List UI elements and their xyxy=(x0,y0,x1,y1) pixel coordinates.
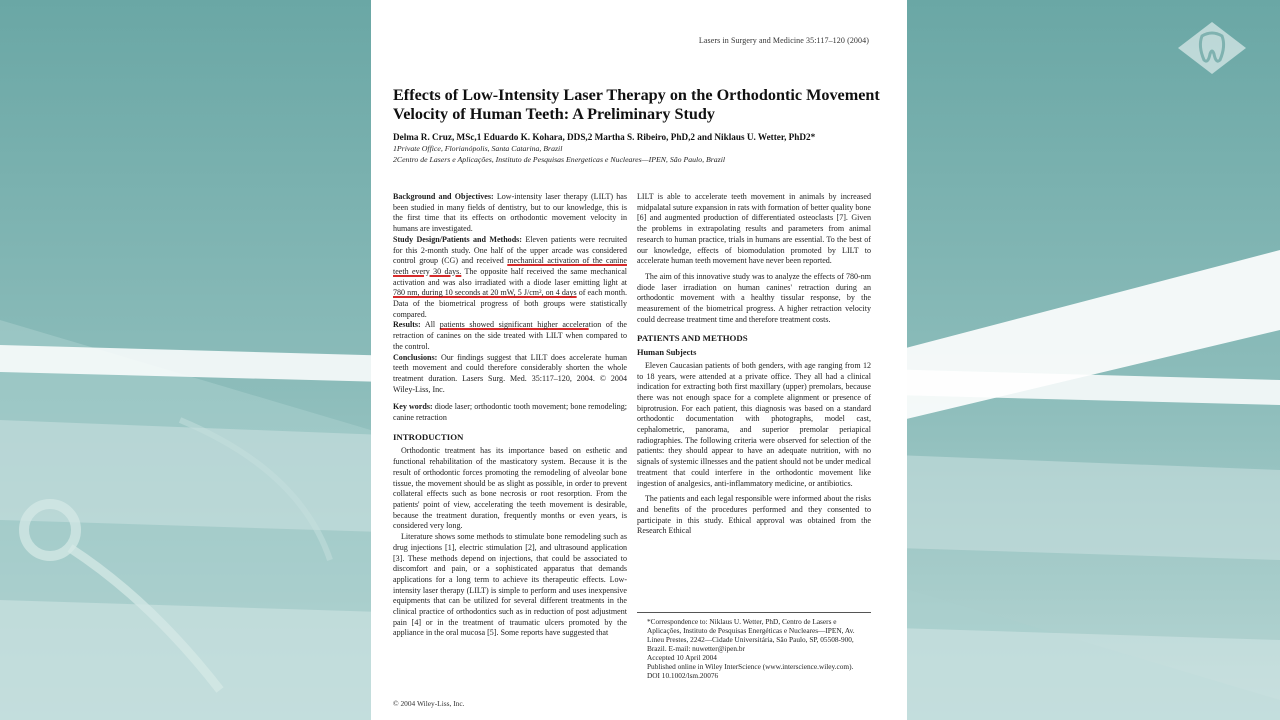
footnote-correspondence: *Correspondence to: Niklaus U. Wetter, PhD, Centro de Lasers e Aplicações, Instituto de Pesquisas Energéticas e Nucleares—IPEN, Av. Lineu Prestes, 2242—Cidade Universitária, São Paulo, SP, 05508-900, Brazil. E-mail: nuwetter@ipen.br xyxy=(647,617,855,653)
abstract-label-results: Results: xyxy=(393,320,421,330)
left-column xyxy=(393,192,627,639)
journal-header: Lasers in Surgery and Medicine 35:117–120 (2004) xyxy=(698,36,869,45)
abstract-conclusions xyxy=(393,353,627,396)
abstract-label-background: Background and Objectives: xyxy=(393,192,494,201)
abstract-design-text-c: of each month. Data of the biometrical progress of both groups were statistically compared. xyxy=(393,288,627,319)
affiliation-2: 2Centro de Lasers e Aplicações, Instituto de Pesquisas Energeticas e Nucleares—IPEN, São Paulo, Brazil xyxy=(393,155,726,164)
intro-paragraph-1: Orthodontic treatment has its importance based on esthetic and functional rehabilitation of the masticatory system. Because it is the result of orthodontic forces promoting the remodeling of alveolar bone tissue, the movement should be as slight as possible, in order to prevent collateral effects such as bone necrosis or root resorption. From the patients' point of view, accelerating the teeth movement is desirable, because the treatment duration, frequently months or even years, is considered very long. xyxy=(393,446,627,531)
abstract-label-conclusions: Conclusions: xyxy=(393,352,438,362)
intro-paragraph-2: Literature shows some methods to stimulate bone remodeling such as drug injections [1], electric stimulation [2], and ultrasound application [3]. These methods depend on injections, that could be associated to discomfort and pain, or a sophisticated apparatus that demands applications for a long term to achieve its therapeutic effects. Low-intensity laser therapy (LILT) is simple to perform and uses inexpensive equipments that can be utilized for several different treatments in the clinical practice of orthodontics such as in reduction of post adjustment pain [4] or in the treatment of traumatic ulcers promoted by the appliance in the oral mucosa [5]. Some reports have suggested that xyxy=(393,532,627,638)
subjects-paragraph-2: The patients and each legal responsible were informed about the risks and benefits of the procedures performed and they consented to participate in this study. Ethical approval was obtained from the Research Ethical xyxy=(637,494,871,536)
abstract-results xyxy=(393,320,627,352)
abstract-label-design: Study Design/Patients and Methods: xyxy=(393,234,522,244)
abstract-results-text-a: All xyxy=(420,320,440,330)
keywords-label: Key words: xyxy=(393,402,433,412)
tooth-logo-icon xyxy=(1176,20,1248,76)
abstract-conclusions-text: Our findings suggest that LILT does accelerate human teeth movement and could therefore considerably shorten the whole treatment duration. Lasers Surg. Med. 35:117–120, 2004. © 2004 Wiley-Liss, Inc. xyxy=(393,352,627,394)
abstract-results-text-b: tion of the retraction of canines on the side treated with LILT when compared to the control. xyxy=(393,320,627,351)
footnote-doi: DOI 10.1002/lsm.20076 xyxy=(647,671,719,680)
highlight-underline-2: 780 nm, during 10 seconds at 20 mW, 5 J/cm², on 4 days xyxy=(393,288,577,298)
keywords xyxy=(393,402,627,423)
footnote-published: Published online in Wiley InterScience (www.interscience.wiley.com). xyxy=(647,662,854,671)
right-paragraph-2: The aim of this innovative study was to analyze the effects of 780-nm diode laser irradiation on human canines' retraction during an orthodontic movement with a healthy tissular response, by the measurement of the biometrical progress. A higher retraction velocity could decrease treatment time and therefore treatment costs. xyxy=(637,271,871,324)
subjects-paragraph-1: Eleven Caucasian patients of both genders, with age ranging from 12 to 18 years, were attended at a private office. They all had a clinical indication for extracting both first maxillary (upper) premolars, because there was not enough space for a complete alignment or presence of biprotrusion. For each patient, this diagnosis was based on a standard orthodontic documentation with photographs, model cast, cephalometric, panorama, and superior premolar periapical radiographies. The following criteria were observed for selection of the patients: they should appear to have an adequate nutrition, with no signals of systemic illnesses and the patient should not be under medical treatment that could interfere in the orthodontic movement like ingestion of analgesics, anti-inflammatory medicine, or antibiotics. xyxy=(637,360,871,488)
author-list: Delma R. Cruz, MSc,1 Eduardo K. Kohara, DDS,2 Martha S. Ribeiro, PhD,2 and Niklaus U. Wetter, PhD2* xyxy=(393,132,816,142)
abstract-background-text: Low-intensity laser therapy (LILT) has been studied in many fields of dentistry, but to our knowledge, this is the first time that its effects on orthodontic movement velocity in humans are investigated. xyxy=(393,192,627,234)
section-heading-introduction: INTRODUCTION xyxy=(393,431,464,442)
abstract-design-text-b: The opposite half received the same mechanical activation and was also irradiated with a diode laser emitting light at xyxy=(393,266,627,287)
copyright-notice: © 2004 Wiley-Liss, Inc. xyxy=(393,699,465,708)
highlight-underline-1: mechanical activation of the canine teeth every 30 days. xyxy=(393,256,627,276)
section-heading-methods: PATIENTS AND METHODS xyxy=(637,333,748,344)
subsection-heading-human-subjects: Human Subjects xyxy=(637,348,697,358)
right-column xyxy=(637,192,871,537)
correspondence-footnote xyxy=(637,612,871,680)
keywords-text: diode laser; orthodontic tooth movement; bone remodeling; canine retraction xyxy=(393,402,627,423)
right-paragraph-1: LILT is able to accelerate teeth movement in animals by increased midpalatal suture expansion in rats with formation of better quality bone [6] and augmented production of differentiated osteoclasts [7]. Given the problems in extrapolating results and parameters from animal research to human practice, trials in humans are essential. To the best of our knowledge, effects of biomodulation promoted by LILT to accelerate human teeth movement have never been reported. xyxy=(637,192,871,266)
paper-page xyxy=(371,0,907,720)
abstract-background xyxy=(393,192,627,235)
abstract-design xyxy=(393,235,627,321)
affiliation-1: 1Private Office, Florianópolis, Santa Catarina, Brazil xyxy=(393,144,563,153)
footnote-accepted: Accepted 10 April 2004 xyxy=(647,653,717,662)
abstract-design-text-a: Eleven patients were recruited for this 2-month study. One half of the upper arcade was considered control group (CG) and received xyxy=(393,234,627,266)
highlight-underline-3: patients showed significant higher accelera xyxy=(439,320,589,330)
paper-title: Effects of Low-Intensity Laser Therapy on the Orthodontic Movement Velocity of Human Teeth: A Preliminary Study xyxy=(393,86,880,123)
